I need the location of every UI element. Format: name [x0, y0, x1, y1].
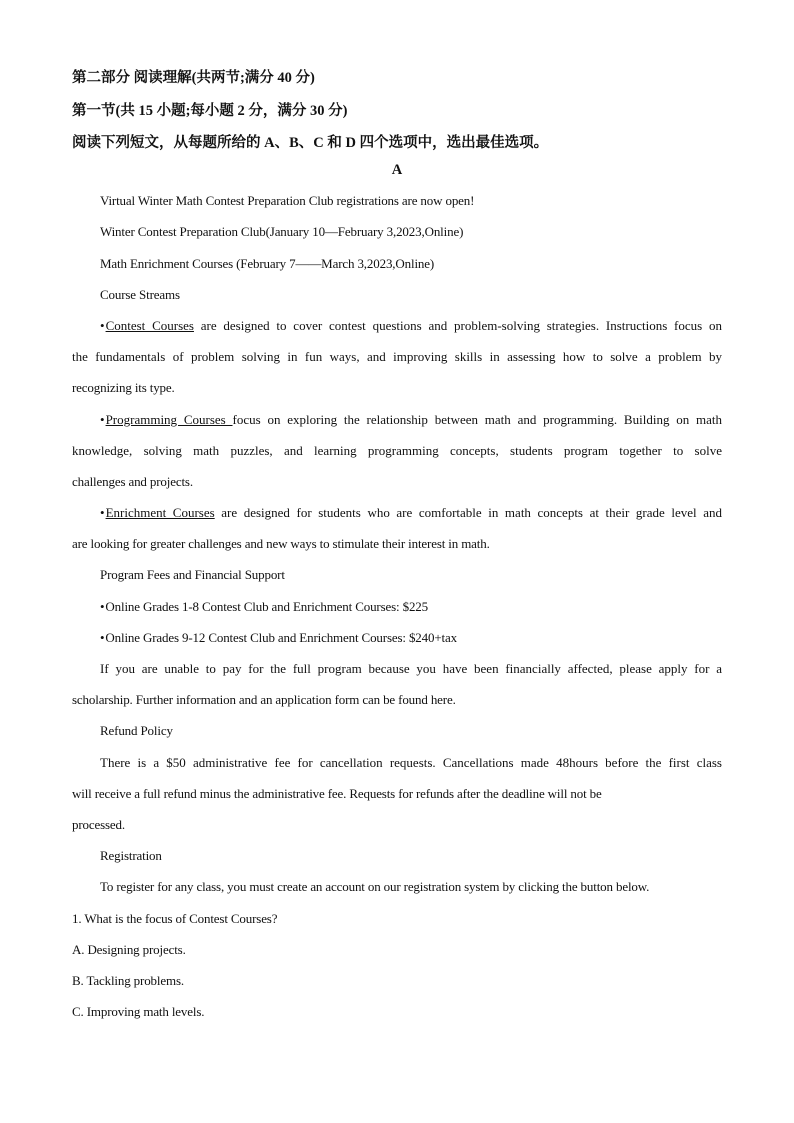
- scholarship-line-1: If you are unable to pay for the full program because you have been financially affected, please apply for a: [100, 661, 722, 676]
- programming-line-3: challenges and projects.: [72, 474, 193, 489]
- passage-label: A: [391, 162, 403, 178]
- bullet: •: [100, 630, 105, 645]
- contest-courses-link[interactable]: Contest Courses: [105, 318, 194, 333]
- passage-intro: Virtual Winter Math Contest Preparation Club registrations are now open!: [100, 193, 475, 208]
- fee-1-text: Online Grades 1-8 Contest Club and Enrichment Courses: $225: [105, 599, 429, 614]
- registration-text: To register for any class, you must create an account on our registration system by clicking the button below.: [100, 879, 650, 894]
- bullet: •: [100, 599, 105, 614]
- enrichment-line-1: are designed for students who are comfortable in math concepts at their grade level and: [214, 505, 722, 520]
- contest-paragraph-line: [100, 318, 722, 334]
- fee-2-text: Online Grades 9-12 Contest Club and Enrichment Courses: $240+tax: [105, 630, 457, 645]
- scholarship-line-2: scholarship. Further information and an application form can be found here.: [72, 692, 456, 707]
- refund-line-3: processed.: [72, 817, 126, 832]
- contest-line-1: are designed to cover contest questions and problem-solving strategies. Instructions focus on: [193, 318, 722, 333]
- question-option-a: A. Designing projects.: [72, 942, 186, 957]
- enrichment-courses-link[interactable]: Enrichment Courses: [105, 505, 215, 520]
- enrichment-line-2: are looking for greater challenges and new ways to stimulate their interest in math.: [72, 536, 490, 551]
- programming-paragraph-line: [100, 412, 722, 428]
- fee-item-1: [100, 599, 428, 615]
- bullet: •: [100, 318, 105, 333]
- contest-line-2: the fundamentals of problem solving in fun ways, and improving skills in assessing how to solve a problem by: [72, 349, 722, 364]
- registration-title: Registration: [100, 848, 162, 863]
- instruction: 阅读下列短文，从每题所给的 A、B、C 和 D 四个选项中，选出最佳选项。: [72, 135, 549, 151]
- contest-line-3: recognizing its type.: [72, 380, 175, 395]
- question-option-b: B. Tackling problems.: [72, 973, 184, 988]
- bullet: •: [100, 412, 105, 427]
- programming-line-1: focus on exploring the relationship between math and programming. Building on math: [232, 412, 723, 427]
- refund-line-2: will receive a full refund minus the administrative fee. Requests for refunds after the deadline will not be: [72, 786, 602, 801]
- refund-line-1: There is a $50 administrative fee for cancellation requests. Cancellations made 48hours before the first class: [100, 755, 722, 770]
- sub-heading: 第一节(共 15 小题;每小题 2 分，满分 30 分): [72, 103, 348, 119]
- enrichment-paragraph-line: [100, 505, 722, 521]
- refund-title: Refund Policy: [100, 723, 173, 738]
- part-heading: 第二部分 阅读理解(共两节;满分 40 分): [72, 70, 315, 86]
- programming-courses-link[interactable]: Programming Courses: [105, 412, 233, 427]
- streams-title: Course Streams: [100, 287, 180, 302]
- programming-line-2: knowledge, solving math puzzles, and learning programming concepts, students program together to solve: [72, 443, 722, 458]
- question-option-c: C. Improving math levels.: [72, 1004, 205, 1019]
- question-stem: 1. What is the focus of Contest Courses?: [72, 911, 278, 926]
- bullet: •: [100, 505, 105, 520]
- course-dates: Math Enrichment Courses (February 7——March 3,2023,Online): [100, 256, 435, 271]
- fee-item-2: [100, 630, 457, 646]
- fees-title: Program Fees and Financial Support: [100, 567, 285, 582]
- club-dates: Winter Contest Preparation Club(January 10—February 3,2023,Online): [100, 224, 464, 239]
